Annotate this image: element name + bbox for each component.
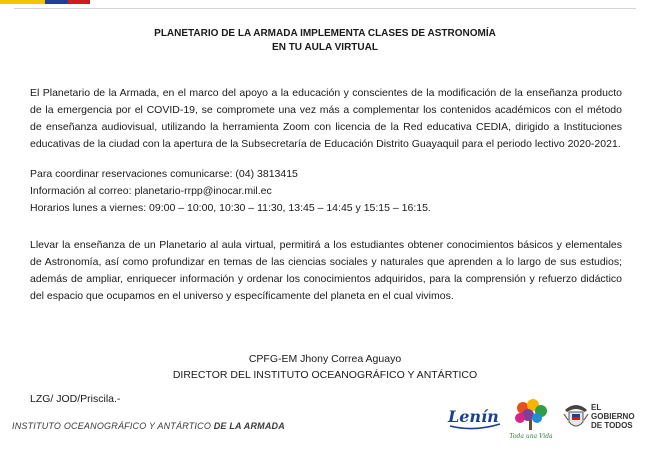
gobierno-logo — [563, 402, 641, 436]
flag-red-band — [68, 0, 91, 4]
coat-of-arms-icon — [563, 402, 589, 432]
intro-paragraph: El Planetario de la Armada, en el marco del apoyo a la educación y conscientes de la modificación de la enseñanza producto de la emergencia por el COVID-19, se compromete una vez más a complementar los contenidos académicos con el método de enseñanza audiovisual, utilizando la herramienta Zoom con licencia de la Red educativa CEDIA, dirigido a Instituciones educativas de la ciudad con la apertura de la Subsecretaría de Educación Distrito Guayaquil para el periodo lectivo 2020-2021. — [30, 87, 622, 150]
top-divider — [14, 8, 636, 9]
title-line-1: PLANETARIO DE LA ARMADA IMPLEMENTA CLASES DE ASTRONOMÍA — [154, 28, 496, 39]
footer-institution-prefix: INSTITUTO OCEANOGRÁFICO Y ANTÁRTICO — [12, 421, 212, 431]
lenin-logo — [446, 402, 504, 432]
signatory-name: CPFG-EM Jhony Correa Aguayo — [248, 353, 402, 365]
tree-leaf-icon — [532, 413, 542, 423]
gobierno-line-2: GOBIERNO — [591, 412, 635, 421]
tree-leaf-icon — [515, 413, 525, 423]
tree-trunk-icon — [529, 420, 532, 430]
gobierno-line-1: EL — [591, 403, 602, 412]
signature-block — [0, 351, 650, 383]
lenin-logo-text: Lenín — [448, 407, 499, 426]
document-title — [0, 27, 650, 55]
contact-email: Información al correo: planetario-rrpp@inocar.mil.ec — [30, 185, 272, 197]
contact-phone: Para coordinar reservaciones comunicarse: (04) 3813415 — [30, 168, 298, 180]
flag-stripe — [0, 0, 90, 4]
footer-institution-suffix: DE LA ARMADA — [211, 421, 285, 431]
footer-institution — [12, 421, 285, 431]
flag-blue-band — [45, 0, 68, 4]
gobierno-line-3: DE TODOS — [591, 421, 633, 430]
todo-logo-text: Toda una Vida — [509, 433, 553, 440]
reference-initials: LZG/ JOD/Priscila.- — [30, 393, 121, 405]
benefits-paragraph: Llevar la enseñanza de un Planetario al aula virtual, permitirá a los estudiantes obtener conocimientos básicos y elementales de Astronomía, así como profundizar en temas de las ciencias sociales y naturales que aprenden a lo largo de sus estudios; además de ampliar, enriquecer información y ordenar los conocimientos adquiridos, para la comprensión y refuerzo didáctico del espacio que ocupamos en el universo y específicamente del planeta en el cual vivimos. — [30, 239, 622, 302]
contact-block — [30, 166, 431, 217]
contact-hours: Horarios lunes a viernes: 09:00 – 10:00, 10:30 – 11:30, 13:45 – 14:45 y 15:15 – 16:15. — [30, 202, 431, 214]
gobierno-logo-text — [591, 403, 635, 430]
signatory-position: DIRECTOR DEL INSTITUTO OCEANOGRÁFICO Y ANTÁRTICO — [172, 369, 478, 381]
flag-yellow-band — [0, 0, 45, 4]
title-line-2: EN TU AULA VIRTUAL — [272, 42, 378, 53]
toda-una-vida-logo — [507, 396, 555, 444]
